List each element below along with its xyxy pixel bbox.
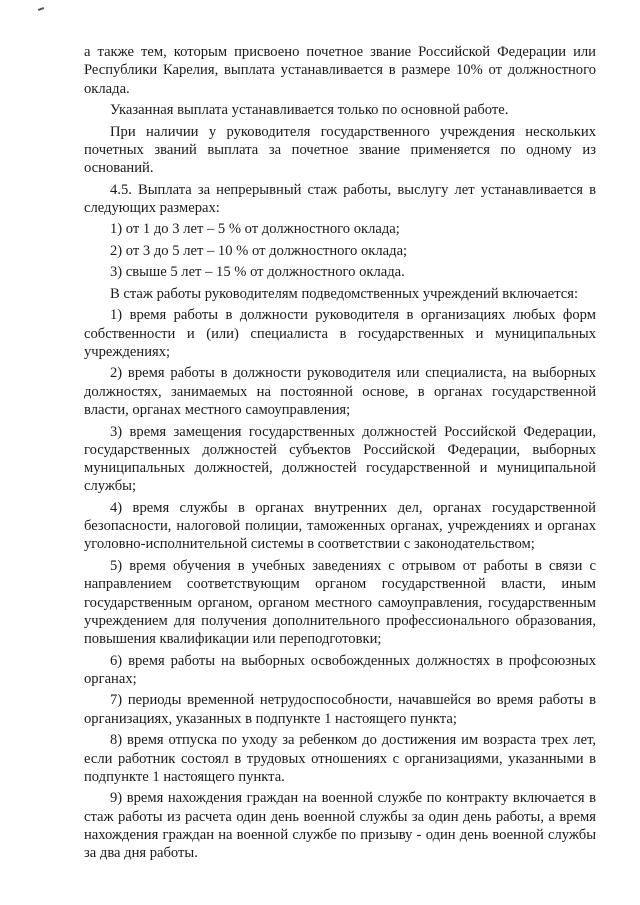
list-item: 5) время обучения в учебных заведениях с отрывом от работы в связи с направлением соответствующим органом государственной власти, иным государственным органом, органом местного самоуправления, государственным учреждением для получения дополнительного профессионального образования, повышения квалификации или переподготовки; <box>84 557 596 648</box>
list-item: 7) периоды временной нетрудоспособности, начавшейся во время работы в организациях, указанных в подпункте 1 настоящего пункта; <box>84 692 596 727</box>
paragraph: 4.5. Выплата за непрерывный стаж работы, выслугу лет устанавливается в следующих размерах: <box>84 181 596 216</box>
list-item: 8) время отпуска по уходу за ребенком до достижения им возраста трех лет, если работник состоял в трудовых отношениях с организациями, указанными в подпункте 1 настоящего пункта. <box>84 732 596 785</box>
paragraph: Указанная выплата устанавливается только по основной работе. <box>110 102 509 119</box>
document-body <box>84 43 596 866</box>
list-item: 1) от 1 до 3 лет – 5 % от должностного оклада; <box>110 221 400 238</box>
list-item: 2) от 3 до 5 лет – 10 % от должностного оклада; <box>110 242 408 259</box>
paragraph: В стаж работы руководителям подведомственных учреждений включается: <box>110 285 579 302</box>
list-item: 9) время нахождения граждан на военной службе по контракту включается в стаж работы из расчета один день военной службы за один день работы, а время нахождения граждан на военной службе по призыву - один день военной службы за два дня работы. <box>84 790 596 862</box>
scan-mark <box>38 7 44 11</box>
list-item: 6) время работы на выборных освобожденных должностях в профсоюзных органах; <box>84 652 596 687</box>
list-item: 3) время замещения государственных должностей Российской Федерации, государственных должностей субъектов Российской Федерации, выборных муниципальных должностей, должностей государственной и муниципальной службы; <box>84 423 596 495</box>
list-item: 1) время работы в должности руководителя в организациях любых форм собственности и (или) специалиста в государственных и муниципальных учреждениях; <box>84 307 596 360</box>
paragraph: При наличии у руководителя государственного учреждения нескольких почетных званий выплата за почетное звание применяется по одному из оснований. <box>84 123 596 177</box>
list-item: 3) свыше 5 лет – 15 % от должностного оклада. <box>110 264 405 281</box>
paragraph: а также тем, которым присвоено почетное звание Российской Федерации или Республики Карелия, выплата устанавливается в размере 10% от должностного оклада. <box>84 44 596 97</box>
list-item: 2) время работы в должности руководителя или специалиста, на выборных должностях, занимаемых на постоянной основе, в органах государственной власти, органах местного самоуправления; <box>84 365 596 419</box>
list-item: 4) время службы в органах внутренних дел, органах государственной безопасности, налоговой полиции, таможенных органах, учреждениях и органах уголовно-исполнительной системы в соответствии с законодательством; <box>84 499 596 553</box>
